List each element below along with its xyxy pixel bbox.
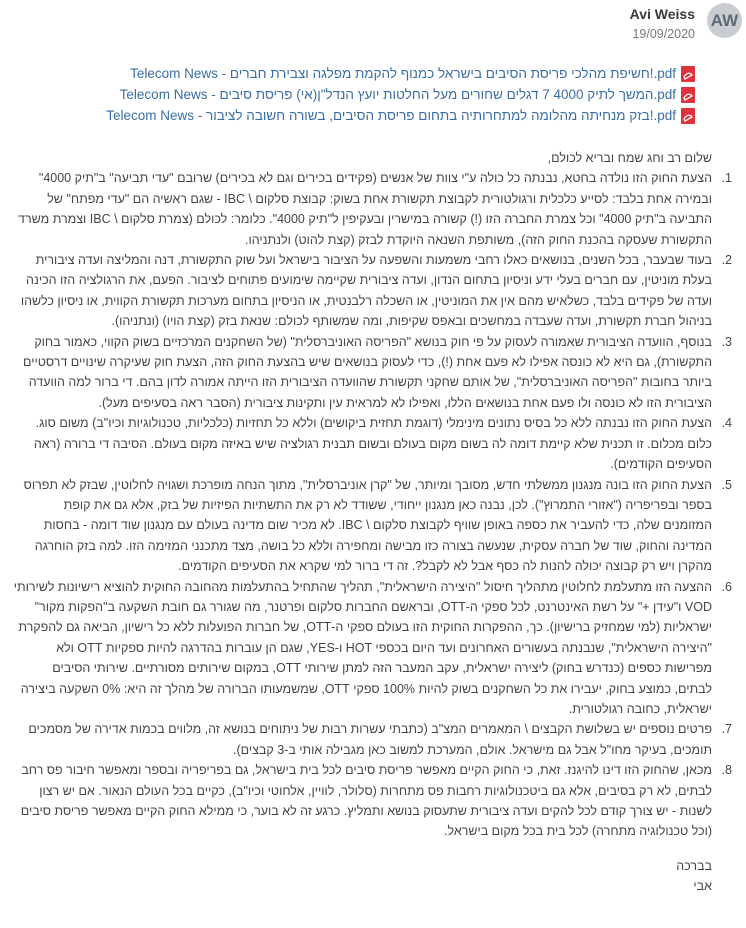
paragraph-number: 4. — [721, 416, 732, 431]
greeting: שלום רב וחג שמח ובריא לכולם, — [547, 151, 712, 165]
paragraph-text: הצעת החוק הזו בונה מנגנון ממשלתי חדש, מסובך ומיותר, של "קרן אוניברסלית", מתוך הנחה מופרכת ושגויה לחלוטין, שבזק לא תפרוס בספר ובפריפריה ("אזורי התמרוץ"). לכן, נבנה כאן מנגנון ייחודי, ששודד לא רק את התשתיות הפיזיות של בזק, אלא גם את קופת המזומנים שלה, כדי להעביר את כספה באופן שוויף לקבוצת סלקום \ IBC. לא מכיר שום מדינה בעולם עם מנגנון שוד דומה - בחסות המדינה והחוק, שוד של חברה עסקית, שנעשה בצורה כזו מבישה ומחפירה וללא כל בושה, מצד מתכנני המזימה הזו. למה בזק הוחרגה מהקרן ויש רק קבוצה יכולה להנות לה כסף אבל לא לקבל?. זה די ברור למי שקרא את הסעיפים הקודמים. — [23, 477, 712, 574]
paragraph-item — [12, 760, 732, 842]
attachment-link[interactable]: Telecom News - בזק מנחיתה מהלומה למתחרותיה בתחום פריסת הסיבים, בשורה חשובה לציבור!.pdf — [106, 108, 676, 123]
paragraph-text: ההצעה הזו מתעלמת לחלוטין מתהליך חיסול "היצירה הישראלית", תהליך שהתחיל בהתעלמות מהחובה החוקית להוציא רישיונות לשירותי VOD ו"עידן +" על רשת האינטרנט, לכל ספקי ה-OTT, ובראשם החברות סלקום ופרטנר, מה שגורר גם חובת השקעה ב"הפקות מקור" ישראליות (למי שמחזיק ברישיון). כך, ההפקרות החוקית הזו בעולם ספקי ה-OTT, של חברות הפועלות ללא כל רישיון, הביאה גם להפקרת "היצירה הישראלית", שנבנתה בעשורים האחרונים ועד היום בכספי HOT ו-YES, שגם הן עוברות בהדרגה להיות ספקיות OTT ולא מפרישות כספים (כנדרש בחוק) ליצירה ישראלית, עקב המעבר הזה למתן שירותי OTT, במקום שירותים מסורתיים. שירותי הסיבים לבתים, כמוצע בחוק, יעבירו את כל השחקנים בשוק להיות 100% ספקי OTT, שמשמעותו הברורה של מהלך זה היא: 0% השקעה ביצירה ישראלית, כחובה רגולטורית. — [13, 579, 712, 716]
paragraph-item — [12, 475, 732, 577]
author-name[interactable]: Avi Weiss — [629, 6, 695, 22]
post-header — [0, 0, 746, 50]
attachments-list — [55, 63, 695, 126]
paragraph-item — [12, 413, 732, 474]
paragraph-number: 5. — [721, 477, 732, 492]
paragraph-text: הצעת החוק הזו נבנתה ללא כל בסיס נתונים מינימלי (דוגמת תחזית ביקושים) וללא כל תחזיות (כלכליות, טכנולוגיות וכיו"ב) משום סוג. כלום מכלום. זו תכנית שלא קיימת דומה לה בשום מקום בעולם ובשום תבנית רגולציה שיש באיזה מקום בעולם. הסיבה די ברורה (ראה הסעיפים הקודמים). — [33, 416, 712, 472]
paragraph-item — [12, 719, 732, 760]
closing: בברכה — [676, 858, 712, 873]
paragraph-item — [12, 332, 732, 414]
paragraph-number: 6. — [721, 579, 732, 594]
paragraph-text: בעוד שבעבר, בכל השנים, בנושאים כאלו רחבי משמעות והשפעה על הציבור בישראל ועל שוק התקשורת, דנה והמליצה ועדה ציבורית בעלת מוניטין, עם חברים בעלי ידע וניסיון בתחום הנדון, ועדה ציבורית שקיימה שימועים פתוחים לציבור. הפעם, את הרגולציה הזו הכינה ועדה של פקידים בלבד, כשלאיש מהם אין את המוניטין, או השכלה רלבנטית, או הניסיון בתחום מערכות תקשורת הקווית, או ניסיון כלשהו בניהול חברת תקשורת, ועדה שעבדה במחשכים ובאפס שקיפות, ומה שמשותף לכולם: שנאת בזק (קצת הויו) (ונתניהו). — [20, 253, 712, 329]
paragraph-item — [12, 577, 732, 720]
attachment-item[interactable] — [55, 105, 695, 126]
attachment-item[interactable] — [55, 63, 695, 84]
paragraph-text: הצעת החוק הזו נולדה בחטא, נבנתה כל כולה ע"י צוות של אנשים (פקידים בכירים וגם לא בכירים) שרובם "עדי תביעה" ב"תיק 4000" ובמירה אחת בלבד: לסייע כלכלית ורגולטורית לקבוצת תקשורת אחת בשוק: קבוצת סלקום \ IBC - שגם ראשיה הם "עדי מפתח" של התביעה ב"תיק 4000" וכל צמרת החברה הזו (!) קשורה במישרין ובעקיפין ל"תיק 4000". כלומר: לכולם (צמרת סלקום \ IBC וצמרת משרד התקשורת שעסקה בהכנת החוק הזה), משותפת השנאה היוקדת לבזק (קצת להוט) ולנתניהו. — [18, 171, 712, 247]
attachment-link[interactable]: Telecom News - חשיפת מהלכי פריסת הסיבים בישראל כמנוף להקמת מפלגה וצבירת חברים!.pdf — [130, 66, 676, 81]
pdf-icon — [681, 87, 695, 103]
paragraph-number: 3. — [721, 334, 732, 349]
paragraph-number: 7. — [721, 722, 732, 737]
paragraph-text: פרטים נוספים יש בשלושת הקבצים \ המאמרים המצ"ב (כתבתי עשרות רבות של ניתוחים בנושא זה, מלווים בכמות אדירה של מסמכים תומכים, בעיקר מחו"ל אבל גם מישראל. אולם, המערכת למשוב כאן מגבילה אותי ב-3 קבצים). — [28, 722, 712, 757]
paragraph-item — [12, 168, 732, 250]
signature: אבי — [693, 879, 712, 894]
paragraph-text: בנוסף, הוועדה הציבורית שאמורה לעסוק על פי חוק בנושא "הפריסה האוניברסלית" (של השחקנים המרכזיים בשוק הקווי, כאמור בחוק התקשורת), גם היא לא כונסה אפילו לא פעם אחת (!), כדי לעסוק בנושאים שיש בהצעת החוק הזה, הצעת חוק שעיקרה שינויים דרסטיים ביותר בחובות "הפריסה האוניברסלית", של אותם שחקני תקשורת שהוועדה הציבורית הזו הייתה אמורה לדון בהם. די ברור למה הוועדה הציבורית הזו לא כונסה ולו פעם אחת בנושאים הללו, ואפילו לא למראית עין ותקינות ציבורית (הסבר ראה בסעיפים מעל). — [22, 334, 712, 410]
post-date: 19/09/2020 — [632, 27, 695, 41]
avatar[interactable] — [707, 3, 742, 38]
attachment-link[interactable]: Telecom News - המשך לתיק 4000 7 דגלים שחורים מעל החלטות יועץ הנדל"ן(אי) פריסת סיבים.pdf — [119, 87, 676, 102]
paragraph-number: 1. — [721, 171, 732, 186]
paragraph-item — [12, 250, 732, 332]
pdf-icon — [681, 108, 695, 124]
post-body — [12, 148, 732, 897]
paragraph-number: 2. — [721, 253, 732, 268]
paragraph-number: 8. — [721, 763, 732, 778]
pdf-icon — [681, 66, 695, 82]
avatar-initials: AW — [710, 10, 739, 30]
paragraph-text: מכאן, שהחוק הזו דינו להיגנז. זאת, כי החוק הקיים מאפשר פריסת סיבים לכל בית בישראל, גם בפריפריה ובספר ומאפשר חיבור פס רחב לבתים, לא רק בסיבים, אלא גם ביטכנולוגיות רחבות פס מתחרות (סלולר, לוויין, אלחוטי וכיו"ב), כקיים בכל העולם הנאור. אם יש רצון לשנות - יש צורך קודם לכל להקים ועדה ציבורית שתעסוק בנושא ותמליץ. כרגע זה לא בוער, כי ממילא החוק הקיים מאפשר פריסת סיבים (וכל טכנולוגיה מתחרה) לכל בית בכל מקום בישראל. — [20, 763, 712, 839]
attachment-item[interactable] — [55, 84, 695, 105]
